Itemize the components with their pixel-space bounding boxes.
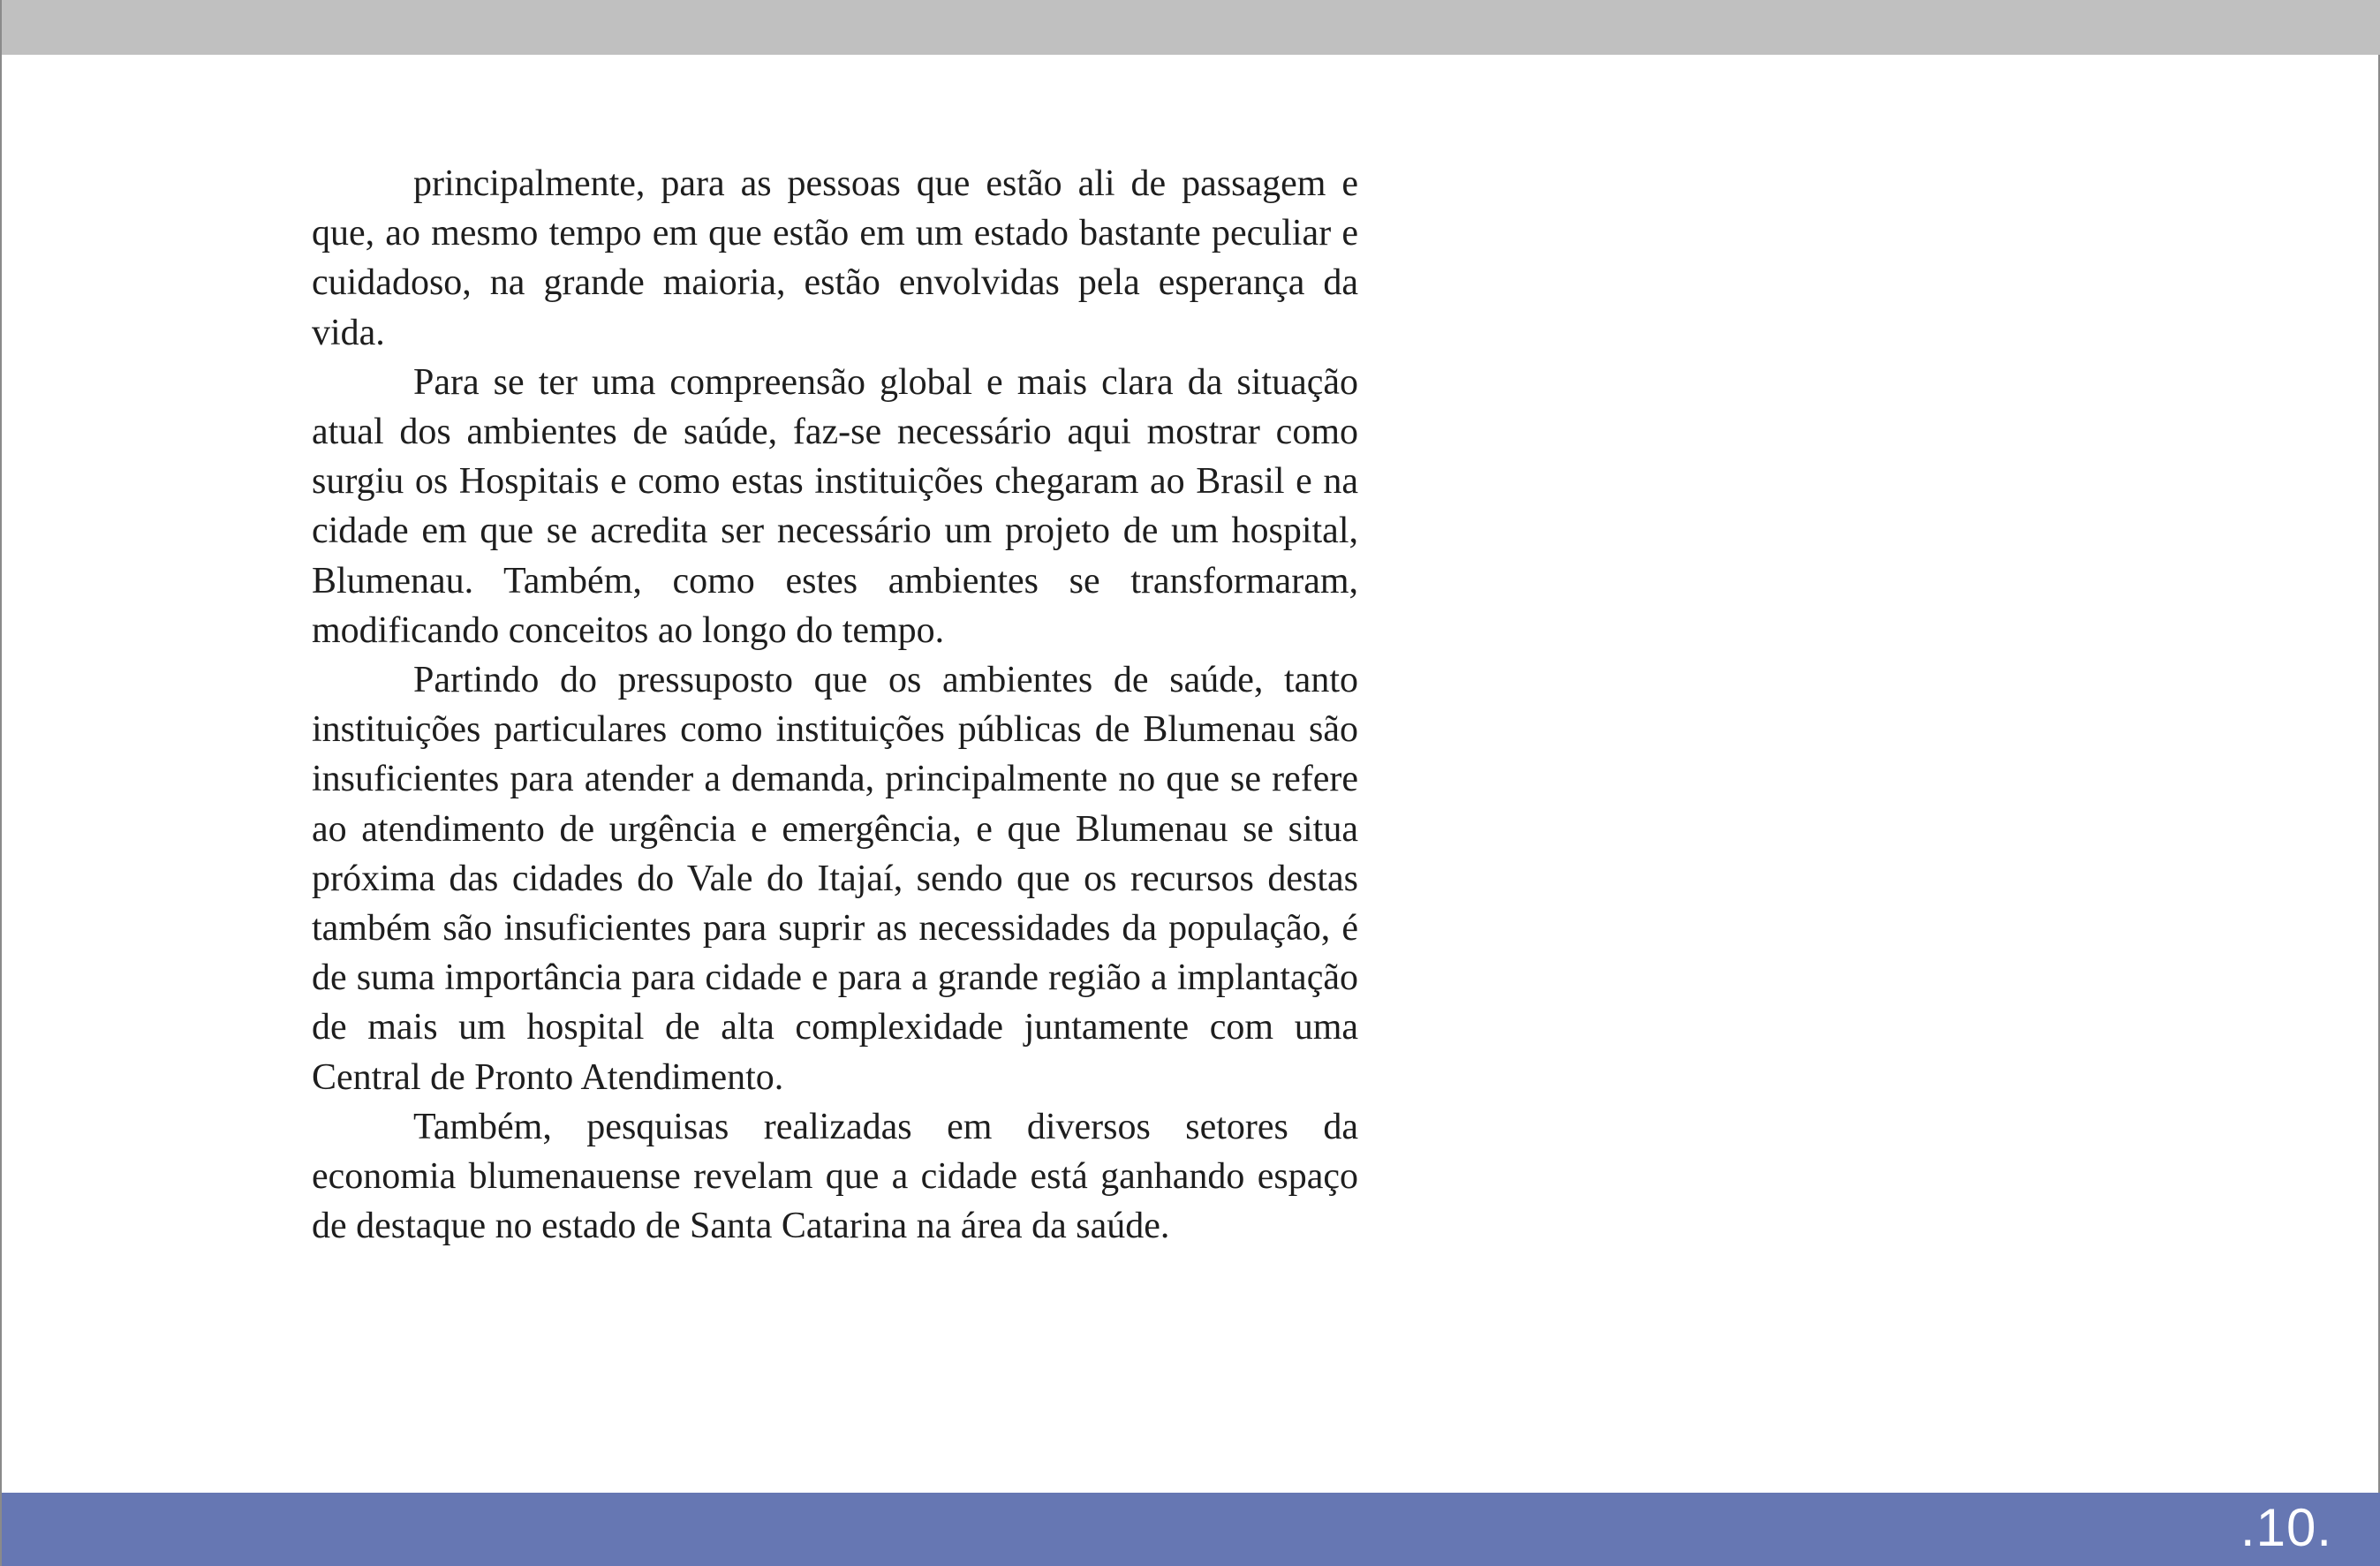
paragraph: principalmente, para as pessoas que estão ali de passagem e que, ao mesmo tempo em que estão em um estado bastante peculiar e cuidadoso, na grande maioria, estão envolvidas pela esperança da vida. bbox=[312, 163, 1358, 353]
header-bar bbox=[2, 0, 2380, 55]
paragraph: Partindo do pressuposto que os ambientes de saúde, tanto instituições particulares como instituições públicas de Blumenau são insuficientes para atender a demanda, principalmente no que se refere ao atendimento de urgência e emergência, e que Blumenau se situa próxima das cidades do Vale do Itajaí, sendo que os recursos destas também são insuficientes para suprir as necessidades da população, é de suma importância para cidade e para a grande região a implantação de mais um hospital de alta complexidade juntamente com uma Central de Pronto Atendimento. bbox=[312, 660, 1358, 1098]
body-text bbox=[312, 159, 1358, 1251]
paragraph: Para se ter uma compreensão global e mais clara da situação atual dos ambientes de saúde, faz-se necessário aqui mostrar como surgiu os Hospitais e como estas instituições chegaram ao Brasil e na cidade em que se acredita ser necessário um projeto de um hospital, Blumenau. Também, como estes ambientes se transformaram, modificando conceitos ao longo do tempo. bbox=[312, 361, 1358, 651]
footer-bar bbox=[2, 1493, 2380, 1566]
page-number: .10. bbox=[2240, 1498, 2332, 1557]
paragraph: Também, pesquisas realizadas em diversos setores da economia blumenauense revelam que a cidade está ganhando espaço de destaque no estado de Santa Catarina na área da saúde. bbox=[312, 1106, 1358, 1247]
